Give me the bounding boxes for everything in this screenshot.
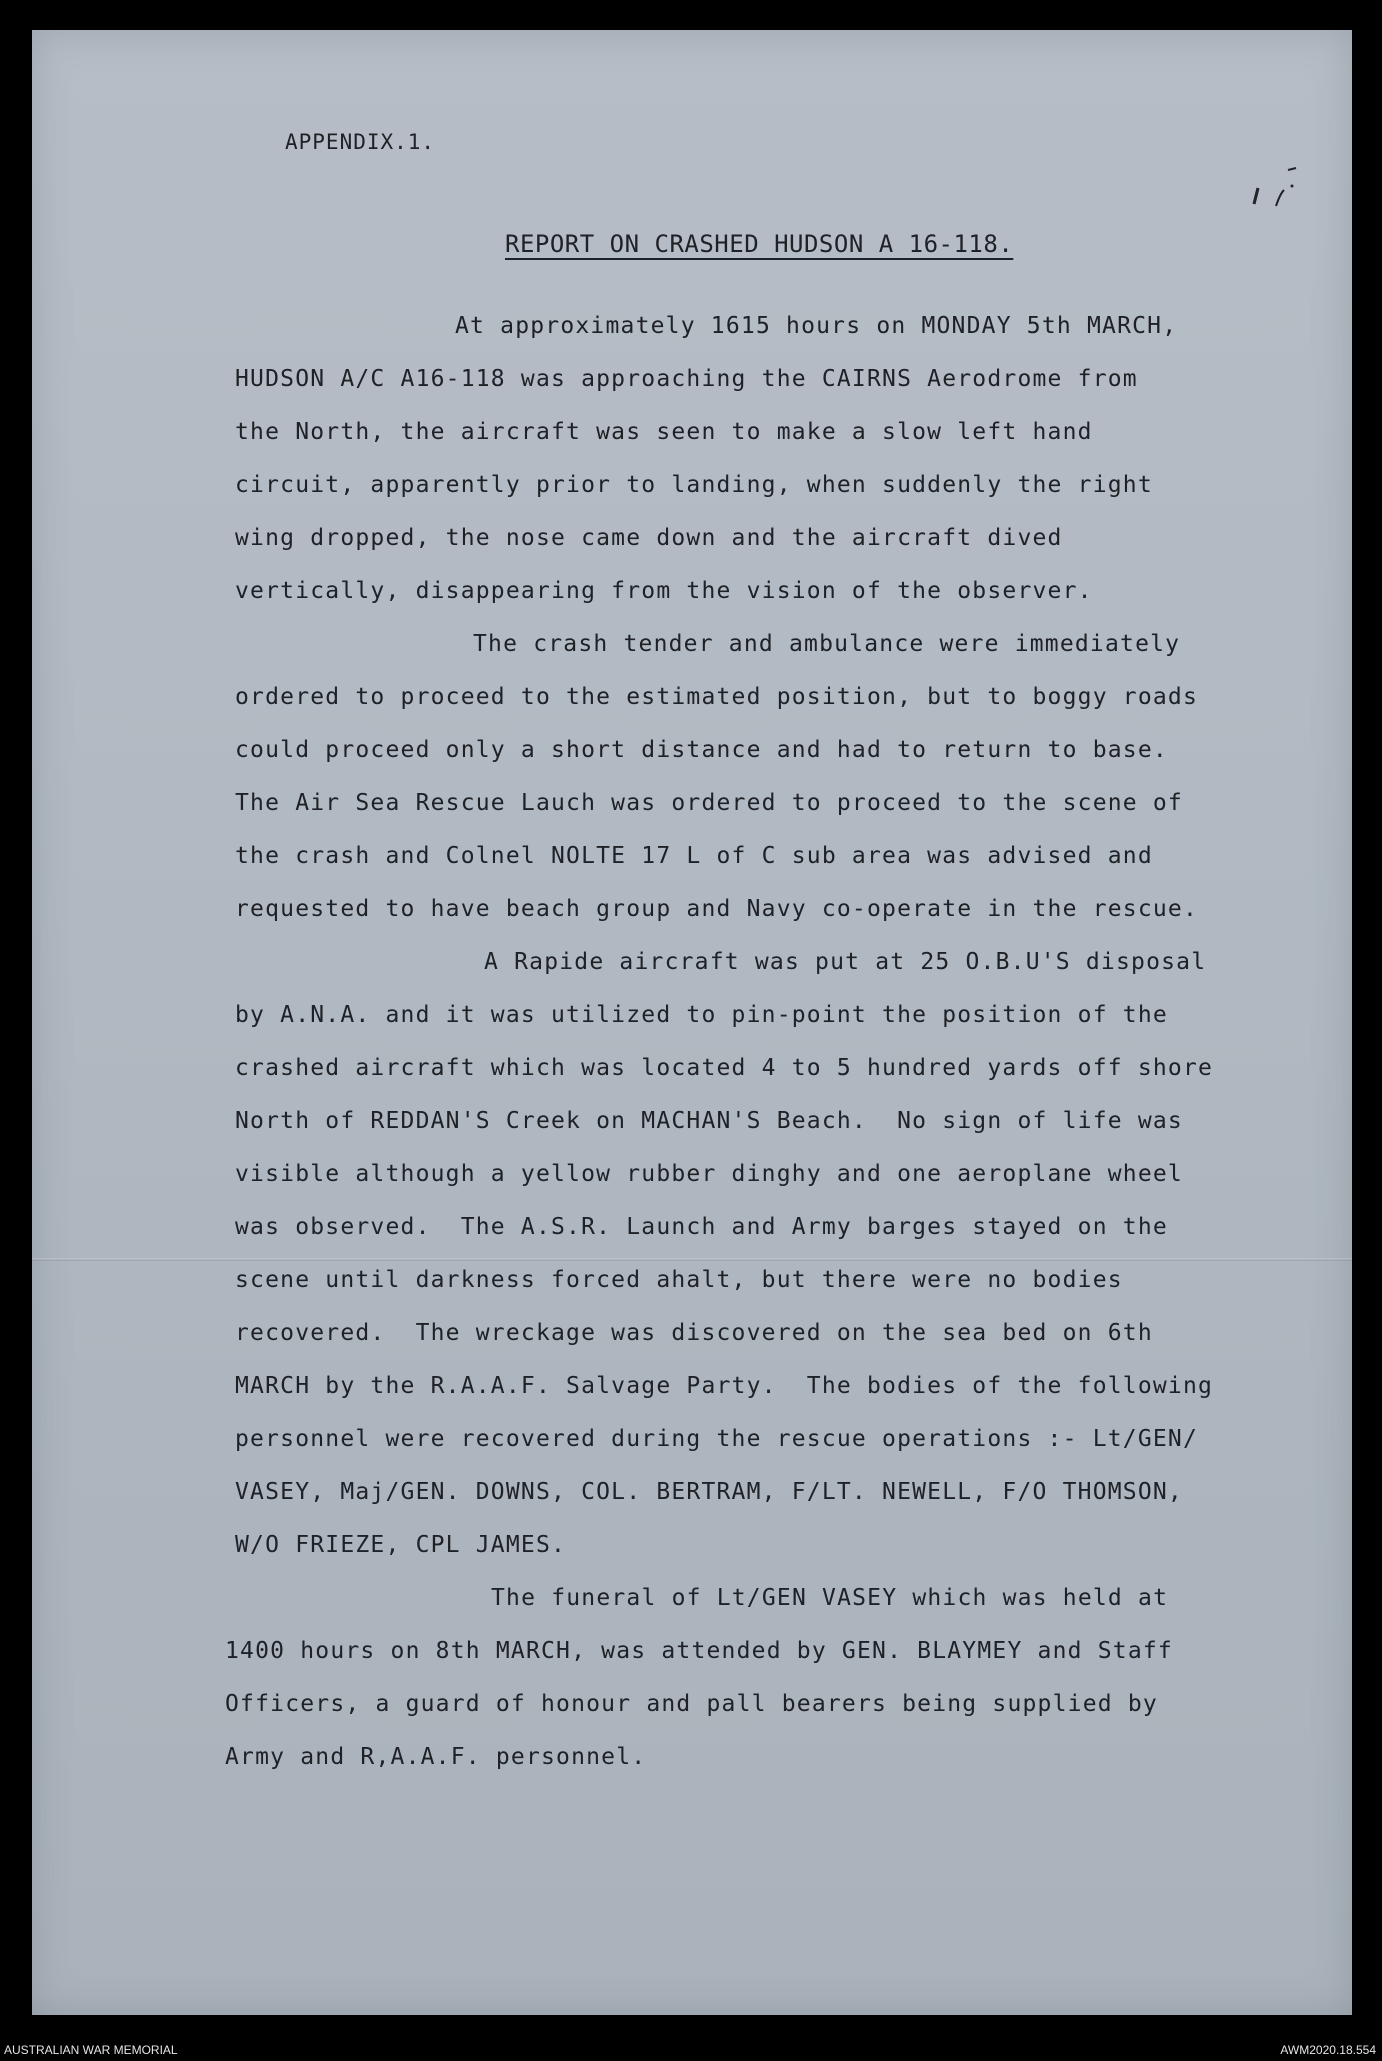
- body-line-2: HUDSON A/C A16-118 was approaching the CAIRNS Aerodrome from: [235, 366, 1138, 392]
- report-title: REPORT ON CRASHED HUDSON A 16-118.: [505, 230, 1014, 258]
- body-line-10: The Air Sea Rescue Lauch was ordered to proceed to the scene of: [235, 790, 1183, 816]
- body-line-6: vertically, disappearing from the vision of the observer.: [235, 578, 1093, 604]
- body-line-28: Army and R,A.A.F. personnel.: [225, 1744, 647, 1770]
- body-line-18: was observed. The A.S.R. Launch and Army barges stayed on the: [235, 1214, 1168, 1240]
- document-sheet: [32, 30, 1352, 2015]
- body-line-24: W/O FRIEZE, CPL JAMES.: [235, 1532, 567, 1558]
- body-line-27: Officers, a guard of honour and pall bearers being supplied by: [225, 1691, 1158, 1717]
- body-line-17: visible although a yellow rubber dinghy and one aeroplane wheel: [235, 1161, 1183, 1187]
- body-line-1: At approximately 1615 hours on MONDAY 5th MARCH,: [455, 313, 1178, 339]
- body-line-5: wing dropped, the nose came down and the aircraft dived: [235, 525, 1063, 551]
- body-line-15: crashed aircraft which was located 4 to 5 hundred yards off shore: [235, 1055, 1214, 1081]
- body-line-12: requested to have beach group and Navy co-operate in the rescue.: [235, 896, 1199, 922]
- accession-number: AWM2020.18.554: [1280, 2043, 1376, 2057]
- body-line-25: The funeral of Lt/GEN VASEY which was held at: [491, 1585, 1169, 1611]
- body-line-13: A Rapide aircraft was put at 25 O.B.U'S disposal: [484, 949, 1207, 975]
- handwritten-marks: [1232, 150, 1312, 230]
- body-line-20: recovered. The wreckage was discovered on the sea bed on 6th: [235, 1320, 1153, 1346]
- body-line-4: circuit, apparently prior to landing, when suddenly the right: [235, 472, 1153, 498]
- paper-fold-crease: [32, 1258, 1352, 1261]
- body-line-8: ordered to proceed to the estimated position, but to boggy roads: [235, 684, 1199, 710]
- archive-credit: AUSTRALIAN WAR MEMORIAL: [4, 2043, 178, 2057]
- body-line-9: could proceed only a short distance and had to return to base.: [235, 737, 1168, 763]
- body-line-16: North of REDDAN'S Creek on MACHAN'S Beach. No sign of life was: [235, 1108, 1183, 1134]
- body-line-26: 1400 hours on 8th MARCH, was attended by GEN. BLAYMEY and Staff: [225, 1638, 1173, 1664]
- appendix-label: APPENDIX.1.: [285, 130, 436, 154]
- body-line-21: MARCH by the R.A.A.F. Salvage Party. The bodies of the following: [235, 1373, 1214, 1399]
- body-line-14: by A.N.A. and it was utilized to pin-point the position of the: [235, 1002, 1168, 1028]
- body-line-19: scene until darkness forced ahalt, but there were no bodies: [235, 1267, 1123, 1293]
- body-line-11: the crash and Colnel NOLTE 17 L of C sub area was advised and: [235, 843, 1153, 869]
- body-line-22: personnel were recovered during the rescue operations :- Lt/GEN/: [235, 1426, 1199, 1452]
- body-line-3: the North, the aircraft was seen to make a slow left hand: [235, 419, 1093, 445]
- body-line-23: VASEY, Maj/GEN. DOWNS, COL. BERTRAM, F/LT. NEWELL, F/O THOMSON,: [235, 1479, 1183, 1505]
- body-line-7: The crash tender and ambulance were immediately: [473, 631, 1181, 657]
